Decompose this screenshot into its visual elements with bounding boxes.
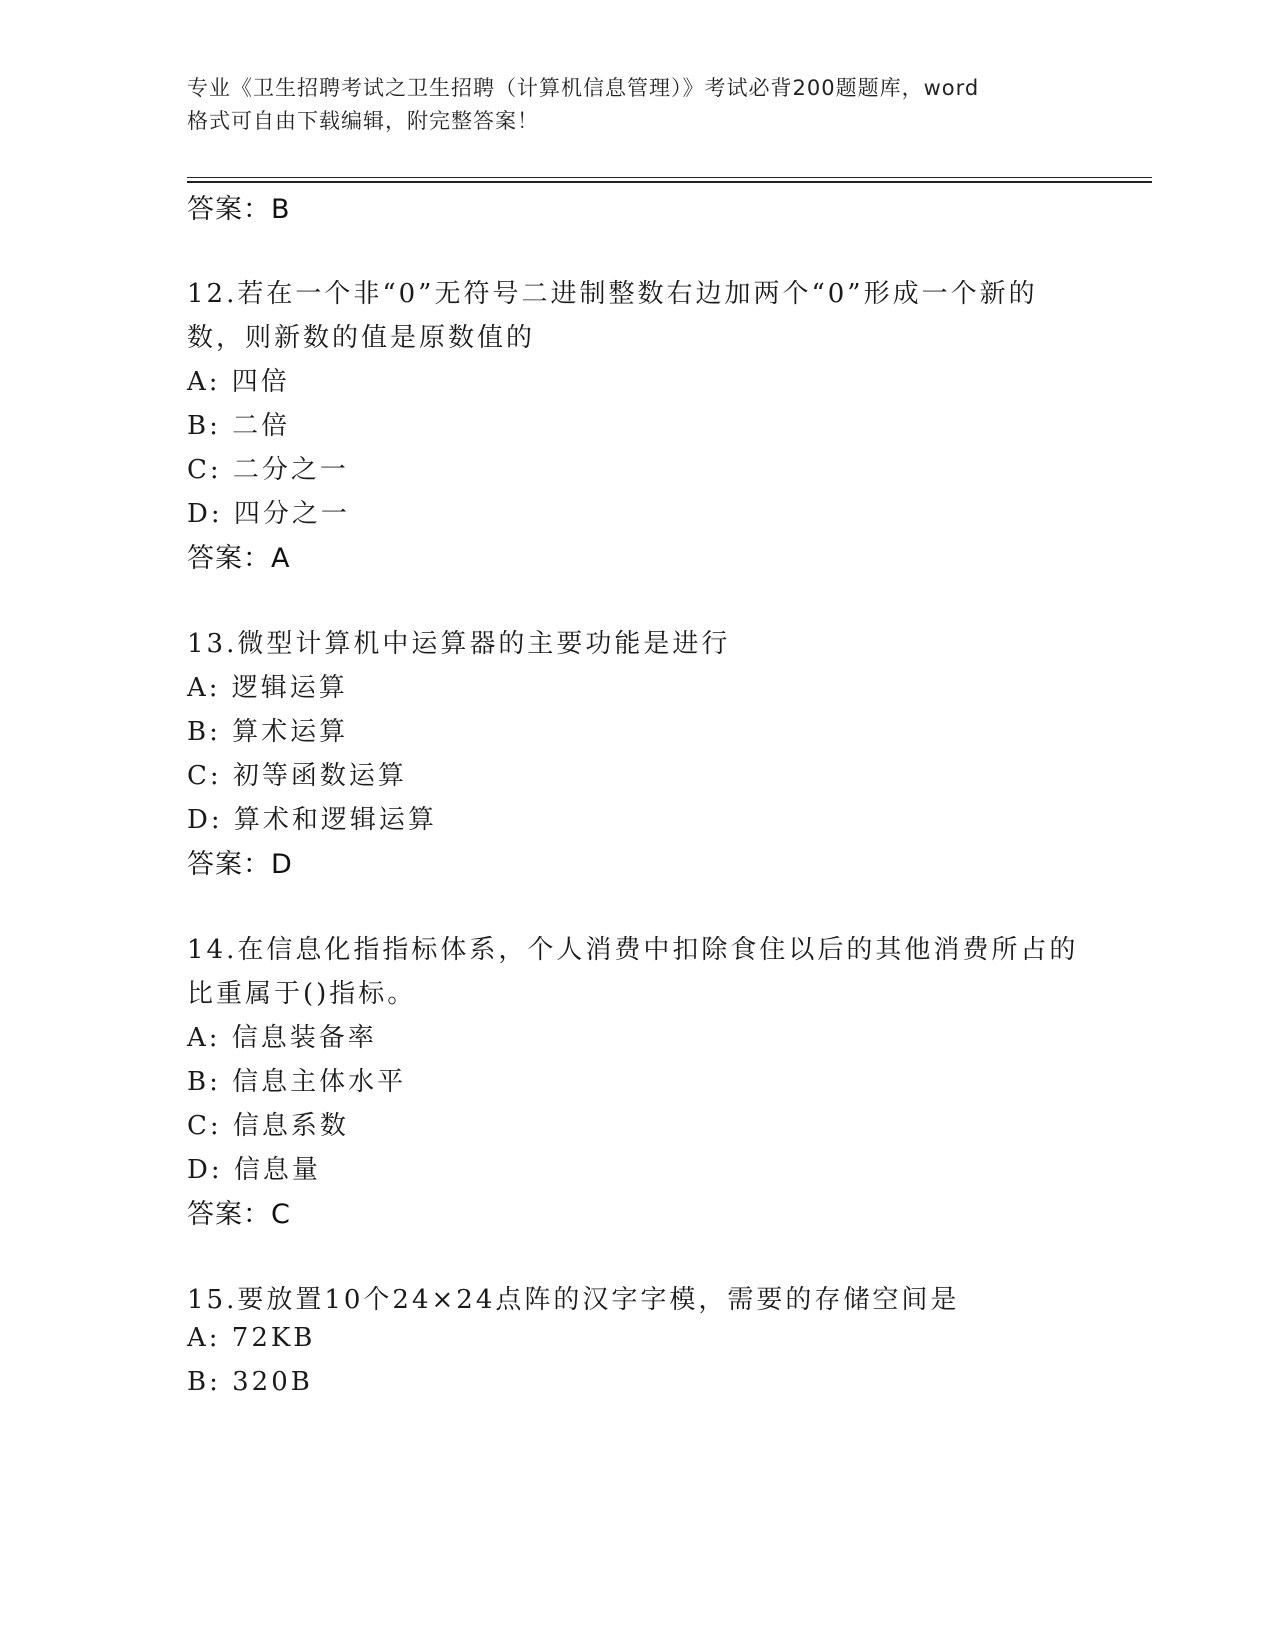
question-13-answer: 答案：D xyxy=(187,849,293,880)
previous-answer: 答案：B xyxy=(187,194,291,225)
question-14-stem-line-2: 比重属于()指标。 xyxy=(187,979,417,1009)
question-15-stem-line-1: 15.要放置10个24×24点阵的汉字字模，需要的存储空间是 xyxy=(187,1285,960,1315)
question-13-option-b: B: 算术运算 xyxy=(187,717,349,747)
question-14-answer: 答案：C xyxy=(187,1199,291,1230)
question-12-stem-line-2: 数，则新数的值是原数值的 xyxy=(187,323,536,353)
header-divider-thin xyxy=(187,177,1152,178)
header-line-2: 格式可自由下载编辑，附完整答案！ xyxy=(187,109,539,133)
question-14-option-c: C: 信息系数 xyxy=(187,1111,349,1141)
question-14-option-a: A: 信息装备率 xyxy=(187,1023,377,1053)
header-divider-thick xyxy=(187,181,1152,183)
question-14-option-d: D: 信息量 xyxy=(187,1155,321,1185)
question-13-stem-line-1: 13.微型计算机中运算器的主要功能是进行 xyxy=(187,629,731,659)
question-15-option-a: A: 72KB xyxy=(187,1323,316,1353)
question-13-option-c: C: 初等函数运算 xyxy=(187,761,407,791)
header-line-1: 专业《卫生招聘考试之卫生招聘（计算机信息管理）》考试必背200题题库，word xyxy=(187,76,980,100)
question-12-option-c: C: 二分之一 xyxy=(187,455,349,485)
question-13-option-a: A: 逻辑运算 xyxy=(187,673,348,703)
question-12-option-d: D: 四分之一 xyxy=(187,499,350,529)
question-12-option-a: A: 四倍 xyxy=(187,367,290,397)
question-12-option-b: B: 二倍 xyxy=(187,411,291,441)
question-13-option-d: D: 算术和逻辑运算 xyxy=(187,805,437,835)
question-14-stem-line-1: 14.在信息化指指标体系，个人消费中扣除食住以后的其他消费所占的 xyxy=(187,935,1079,965)
question-12-stem-line-1: 12.若在一个非“0”无符号二进制整数右边加两个“0”形成一个新的 xyxy=(187,279,1038,309)
document-header xyxy=(187,72,1087,138)
question-15-option-b: B: 320B xyxy=(187,1367,313,1397)
question-14-option-b: B: 信息主体水平 xyxy=(187,1067,407,1097)
question-12-answer: 答案：A xyxy=(187,543,291,574)
